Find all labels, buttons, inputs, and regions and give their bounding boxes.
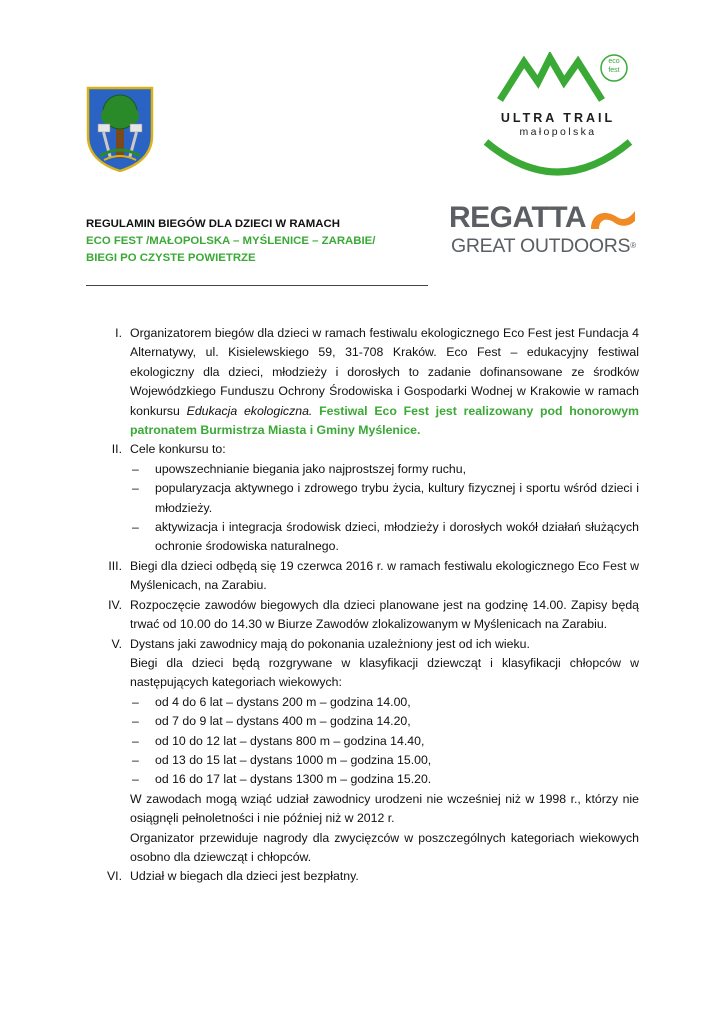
regatta-logo: [449, 203, 649, 263]
document-header: [86, 216, 375, 267]
section-text: Dystans jaki zawodnicy mają do pokonania uzależniony jest od ich wieku.: [130, 636, 530, 651]
section-title: Cele konkursu to:: [130, 442, 226, 457]
list-item: – od 4 do 6 lat – dystans 200 m – godzina 14.00,: [132, 694, 411, 709]
section-ii: [86, 440, 639, 556]
section-v: [86, 635, 639, 868]
regatta-wordmark: REGATTA: [449, 201, 587, 234]
eco-badge-line1: eco: [608, 58, 620, 65]
section-number: V.: [111, 636, 122, 651]
header-divider: [86, 285, 428, 286]
list-item: – od 16 do 17 lat – dystans 1300 m – godzina 15.20.: [132, 772, 432, 787]
list-item: – od 7 do 9 lat – dystans 400 m – godzina 14.20,: [132, 714, 411, 729]
regatta-tagline: GREAT OUTDOORS®: [451, 235, 636, 257]
header-subtitle-2: BIEGI PO CZYSTE POWIETRZE: [86, 252, 256, 264]
section-i: [86, 324, 639, 440]
patronage-note: Festiwal Eco Fest jest realizowany pod honorowym patronatem Burmistrza Miasta i Gminy Myślenice.: [130, 403, 639, 438]
section-number: II.: [111, 442, 122, 457]
list-item: – popularyzacja aktywnego i zdrowego trybu życia, kultury fizycznej i sportu wśród dzieci i młodzieży.: [132, 481, 639, 515]
contest-name: Edukacja ekologiczna.: [186, 403, 313, 418]
ultra-trail-subtitle: małopolska: [519, 126, 597, 138]
section-number: III.: [108, 558, 122, 573]
list-item: – od 10 do 12 lat – dystans 800 m – godzina 14.40,: [132, 733, 425, 748]
section-iii: [86, 557, 639, 596]
list-item: – aktywizacja i integracja środowisk dzieci, młodzieży i dorosłych wokół działań służących ochronie środowiska naturalnego.: [132, 520, 639, 554]
section-text: W zawodach mogą wziąć udział zawodnicy urodzeni nie wcześniej niż w 1998 r., którzy nie osiągnęli pełnoletności i nie później niż w 2012 r.: [130, 791, 639, 826]
section-text: Biegi dla dzieci odbędą się 19 czerwca 2016 r. w ramach festiwalu ekologicznego Eco Fest w Myślenicach, na Zarabiu.: [130, 558, 639, 593]
section-text: Rozpoczęcie zawodów biegowych dla dzieci planowane jest na godzinę 14.00. Zapisy będą trwać od 10.00 do 14.30 w Biurze Zawodów zlokalizowanym w Myślenicach na Zarabiu.: [130, 597, 639, 632]
section-text: Organizatorem biegów dla dzieci w ramach festiwalu ekologicznego Eco Fest jest Fundacja 4 Alternatywy, ul. Kisielewskiego 59, 31-708 Kraków. Eco Fest – edukacyjny festiwal ekologiczny dla dzieci, młodzieży i dorosłych to zadanie dofinansowane ze środków Wojewódzkiego Funduszu Ochrony Środowiska i Gospodarki Wodnej w Krakowie w ramach konkursu Edukacja ekologiczna. Festiwal Eco Fest jest realizowany pod honorowym patronatem Burmistrza Miasta i Gminy Myślenice.: [130, 326, 639, 438]
ultra-trail-logo: [478, 52, 638, 182]
section-number: I.: [115, 326, 122, 340]
section-text: Biegi dla dzieci będą rozgrywane w klasyfikacji dziewcząt i klasyfikacji chłopców w następujących kategoriach wiekowych:: [130, 655, 639, 690]
section-text: Udział w biegach dla dzieci jest bezpłatny.: [130, 869, 359, 884]
ultra-trail-title: ULTRA TRAIL: [500, 111, 616, 125]
list-item: – od 13 do 15 lat – dystans 1000 m – godzina 15.00,: [132, 752, 432, 767]
section-iv: [86, 596, 639, 635]
section-number: VI.: [106, 869, 122, 884]
regatta-wave-icon: [587, 205, 639, 231]
list-item: – upowszechnianie biegania jako najprostszej formy ruchu,: [132, 461, 467, 476]
section-vi: [86, 867, 639, 886]
header-subtitle-1: ECO FEST /MAŁOPOLSKA – MYŚLENICE – ZARABIE/: [86, 235, 376, 247]
regulations-body: [86, 324, 639, 887]
section-number: IV.: [108, 597, 122, 612]
section-text: Organizator przewiduje nagrody dla zwycięzców w poszczególnych kategoriach wiekowych osobno dla dziewcząt i chłopców.: [130, 830, 639, 864]
header-title: REGULAMIN BIEGÓW DLA DZIECI W RAMACH: [86, 218, 340, 230]
coat-of-arms-logo: [86, 86, 154, 172]
eco-badge-line2: fest: [608, 67, 620, 74]
